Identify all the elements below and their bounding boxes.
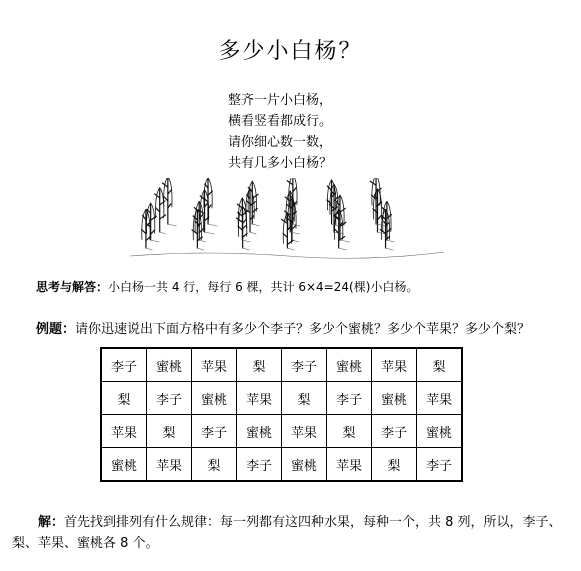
page-title: 多少小白杨？ bbox=[218, 39, 363, 64]
grid-cell: 蜜桃 bbox=[237, 415, 282, 448]
grid-cell: 苹果 bbox=[101, 415, 147, 448]
grid-row bbox=[101, 382, 462, 415]
fruit-grid bbox=[100, 347, 463, 482]
poem-line: 整齐一片小白杨， bbox=[228, 93, 333, 108]
grid-cell: 李子 bbox=[282, 348, 327, 382]
grid-cell: 李子 bbox=[147, 382, 192, 415]
grid-cell: 苹果 bbox=[147, 448, 192, 482]
grid-row bbox=[101, 415, 462, 448]
grid-cell: 李子 bbox=[372, 415, 417, 448]
grid-cell: 苹果 bbox=[372, 348, 417, 382]
grid-cell: 苹果 bbox=[192, 348, 237, 382]
grid-cell: 蜜桃 bbox=[147, 348, 192, 382]
solution-section bbox=[12, 512, 572, 554]
answer-label: 思考与解答： bbox=[36, 280, 109, 294]
grid-cell: 李子 bbox=[327, 382, 372, 415]
answer-section bbox=[36, 278, 418, 295]
poplar-trees-illustration bbox=[128, 178, 446, 262]
answer-text: 小白杨一共 4 行，每行 6 棵，共计 6×4=24(棵)小白杨。 bbox=[108, 280, 419, 294]
grid-cell: 苹果 bbox=[237, 382, 282, 415]
grid-cell: 李子 bbox=[192, 415, 237, 448]
grid-cell: 苹果 bbox=[327, 448, 372, 482]
poem bbox=[228, 90, 332, 174]
grid-cell: 蜜桃 bbox=[282, 448, 327, 482]
solution-text: 首先找到排列有什么规律：每一列都有这四种水果，每种一个，共 8 列，所以，李子、梨、苹果、蜜桃各 8 个。 bbox=[12, 515, 562, 551]
grid-cell: 蜜桃 bbox=[101, 448, 147, 482]
grid-cell: 李子 bbox=[101, 348, 147, 382]
grid-cell: 梨 bbox=[237, 348, 282, 382]
example-label: 例题： bbox=[36, 322, 76, 337]
grid-cell: 梨 bbox=[327, 415, 372, 448]
grid-cell: 梨 bbox=[282, 382, 327, 415]
grid-cell: 李子 bbox=[237, 448, 282, 482]
grid-cell: 梨 bbox=[372, 448, 417, 482]
poem-line: 请你细心数一数， bbox=[228, 135, 333, 150]
grid-cell: 梨 bbox=[417, 348, 463, 382]
poem-line: 横看竖看都成行。 bbox=[228, 114, 333, 129]
grid-cell: 蜜桃 bbox=[372, 382, 417, 415]
grid-cell: 梨 bbox=[147, 415, 192, 448]
grid-cell: 蜜桃 bbox=[327, 348, 372, 382]
solution-label: 解： bbox=[38, 515, 65, 530]
grid-cell: 苹果 bbox=[282, 415, 327, 448]
grid-cell: 梨 bbox=[192, 448, 237, 482]
grid-row bbox=[101, 348, 462, 382]
grid-row bbox=[101, 448, 462, 482]
example-text: 请你迅速说出下面方格中有多少个李子？多少个蜜桃？多少个苹果？多少个梨？ bbox=[75, 322, 531, 337]
grid-cell: 蜜桃 bbox=[192, 382, 237, 415]
grid-cell: 梨 bbox=[101, 382, 147, 415]
grid-cell: 李子 bbox=[417, 448, 463, 482]
grid-cell: 苹果 bbox=[417, 382, 463, 415]
grid-cell: 蜜桃 bbox=[417, 415, 463, 448]
example-question bbox=[36, 318, 530, 337]
poem-line: 共有几多小白杨？ bbox=[228, 156, 333, 171]
